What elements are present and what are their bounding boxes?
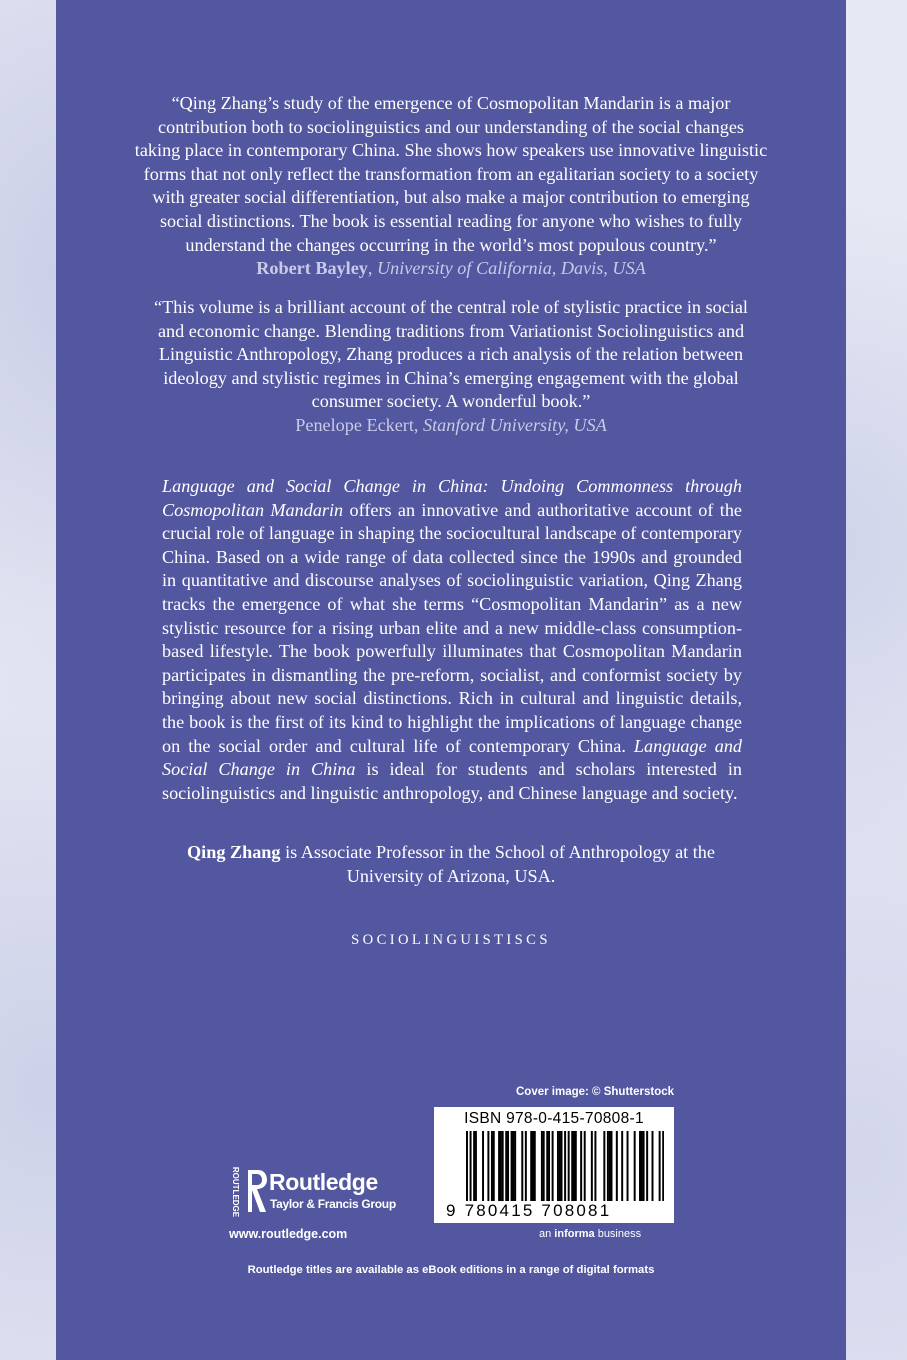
barcode-bar xyxy=(514,1131,516,1201)
isbn-barcode xyxy=(434,1107,674,1223)
cover-credit: Cover image: © Shutterstock xyxy=(516,1086,675,1098)
author-bio xyxy=(56,840,846,888)
barcode-bar xyxy=(559,1131,561,1201)
barcode-bar xyxy=(470,1131,472,1201)
description-body-2: is ideal for students and scholars interested in sociolinguistics and linguistic anthropology, and Chinese language and society. xyxy=(162,759,742,803)
barcode-bar xyxy=(548,1131,550,1201)
description-body-1: offers an innovative and authoritative account of the crucial role of language in shaping the sociocultural landscape of contemporary China. Based on a wide range of data collected since the 1990s and grounded in quantitative and discourse analyses of sociolinguistic variation, Qing Zhang tracks the emergence of what she terms “Cosmopolitan Mandarin” as a new stylistic resource for a rising urban elite and a new middle-class consumption-based lifestyle. The book powerfully illuminates that Cosmopolitan Mandarin participates in dismantling the pre-reform, socialist, and conformist society by bringing about new social distinctions. Rich in cultural and linguistic details, the book is the first of its kind to highlight the implications of language change on the social order and cultural life of contemporary China. xyxy=(162,499,742,756)
informa-suffix: business xyxy=(594,1228,642,1240)
barcode-bar xyxy=(643,1131,645,1201)
routledge-vertical-wordmark xyxy=(224,1166,246,1218)
barcode-bar xyxy=(552,1131,554,1201)
barcode-bar xyxy=(634,1131,636,1201)
barcode-bar xyxy=(575,1131,577,1201)
quote1-attribution: Robert Bayley, University of California, Davis, USA xyxy=(256,258,646,279)
barcode-bar xyxy=(541,1131,543,1201)
barcode-bar xyxy=(607,1131,609,1201)
book-title-short: Language and Social Change in China xyxy=(162,735,743,780)
barcode-bar xyxy=(493,1131,495,1201)
quote1-line: understand the changes occurring in the world’s most populous country.” xyxy=(185,234,717,255)
informa-brand: informa xyxy=(554,1228,595,1240)
barcode-bar xyxy=(525,1131,527,1201)
barcode-bar xyxy=(603,1131,605,1201)
barcode-bar xyxy=(498,1131,500,1201)
barcode-bar xyxy=(591,1131,593,1201)
barcode-bar xyxy=(621,1131,623,1201)
barcode-bar xyxy=(500,1131,502,1201)
barcode-bar xyxy=(652,1131,654,1201)
informa-prefix: an xyxy=(539,1228,555,1240)
quote1-line: with greater social differentiation, but also make a major contribution to emerging xyxy=(152,187,750,208)
isbn-digits: 9 780415 708081 xyxy=(446,1201,612,1220)
routledge-vertical-text: ROUTLEDGE xyxy=(230,1166,240,1218)
author-bio-text-2: University of Arizona, USA. xyxy=(346,866,556,886)
author-name: Qing Zhang xyxy=(187,842,281,862)
quote1-line: social distinctions. The book is essential reading for anyone who wishes to fully xyxy=(159,210,743,231)
quote2-author: Penelope Eckert xyxy=(295,414,414,435)
barcode-bar xyxy=(627,1131,629,1201)
barcode-bar xyxy=(511,1131,513,1201)
barcode-bar xyxy=(662,1131,664,1201)
barcode-bar xyxy=(610,1131,612,1201)
routledge-r-icon xyxy=(245,1168,269,1214)
barcode-bar xyxy=(609,1131,611,1201)
publisher-name: Routledge xyxy=(269,1169,378,1195)
quote2-line: ideology and stylistic regimes in China’s emerging engagement with the global xyxy=(163,367,739,388)
quote2-affiliation: Stanford University, USA xyxy=(423,414,607,435)
barcode-bar xyxy=(502,1131,504,1201)
quote2-line: consumer society. A wonderful book.” xyxy=(311,391,591,412)
quote1-affiliation: University of California, Davis, USA xyxy=(376,258,646,279)
barcode-bars xyxy=(466,1131,664,1201)
barcode-bar xyxy=(475,1131,477,1201)
isbn-label: ISBN 978-0-415-70808-1 xyxy=(464,1110,644,1127)
barcode-bar xyxy=(491,1131,493,1201)
barcode-bar xyxy=(546,1131,548,1201)
barcode-bar xyxy=(507,1131,509,1201)
barcode-bar xyxy=(594,1131,596,1201)
barcode-bar xyxy=(530,1131,532,1201)
book-description xyxy=(162,475,742,805)
quote1-line: forms that not only reflect the transformation from an egalitarian society to a society xyxy=(143,163,759,184)
barcode-bar xyxy=(641,1131,643,1201)
barcode-bar xyxy=(646,1131,648,1201)
book-title: Language and Social Change in China: Undoing Commonness through Cosmopolitan Mandarin xyxy=(162,476,742,520)
author-bio-text-1: is Associate Professor in the School of Anthropology at the xyxy=(280,842,715,862)
informa-business-note xyxy=(539,1228,641,1240)
ebook-note: Routledge titles are available as eBook editions in a range of digital formats xyxy=(247,1264,655,1276)
barcode-bar xyxy=(616,1131,618,1201)
barcode-bar xyxy=(543,1131,545,1201)
barcode-bar xyxy=(521,1131,523,1201)
publisher-website[interactable]: www.routledge.com xyxy=(229,1227,348,1241)
quote2-line: Linguistic Anthropology, Zhang produces a rich analysis of the relation between xyxy=(158,344,744,365)
barcode-bar xyxy=(534,1131,536,1201)
barcode-bar xyxy=(561,1131,563,1201)
barcode-bar xyxy=(659,1131,661,1201)
barcode-bar xyxy=(580,1131,582,1201)
barcode-bar xyxy=(473,1131,475,1201)
quote2-line: “This volume is a brilliant account of the central role of stylistic practice in social xyxy=(154,297,748,317)
barcode-bar xyxy=(505,1131,507,1201)
barcode-bar xyxy=(568,1131,570,1201)
barcode-bar xyxy=(584,1131,586,1201)
series-label: SOCIOLINGUISTISCS xyxy=(351,932,551,948)
endorsement-quote-1 xyxy=(56,92,846,281)
barcode-bar xyxy=(573,1131,575,1201)
barcode-bar xyxy=(532,1131,534,1201)
quote2-line: and economic change. Blending traditions from Variationist Sociolinguistics and xyxy=(157,320,745,341)
quote2-attribution: Penelope Eckert, Stanford University, USA xyxy=(295,414,607,435)
quote1-line: taking place in contemporary China. She shows how speakers use innovative linguistic xyxy=(134,140,768,161)
barcode-bar xyxy=(639,1131,641,1201)
barcode-bar xyxy=(466,1131,468,1201)
quote1-line: contribution both to sociolinguistics and our understanding of the social changes xyxy=(158,116,744,137)
routledge-logo xyxy=(224,1166,404,1218)
barcode-bar xyxy=(564,1131,566,1201)
barcode-bar xyxy=(557,1131,559,1201)
back-cover-panel xyxy=(56,0,846,1360)
publisher-subtitle: Taylor & Francis Group xyxy=(270,1197,396,1211)
endorsement-quote-2 xyxy=(56,296,846,438)
quote1-line: “Qing Zhang’s study of the emergence of Cosmopolitan Mandarin is a major xyxy=(171,93,731,113)
barcode-bar xyxy=(571,1131,573,1201)
quote1-author: Robert Bayley xyxy=(256,258,368,279)
barcode-bar xyxy=(487,1131,489,1201)
barcode-bar xyxy=(512,1131,514,1201)
barcode-bar xyxy=(482,1131,484,1201)
